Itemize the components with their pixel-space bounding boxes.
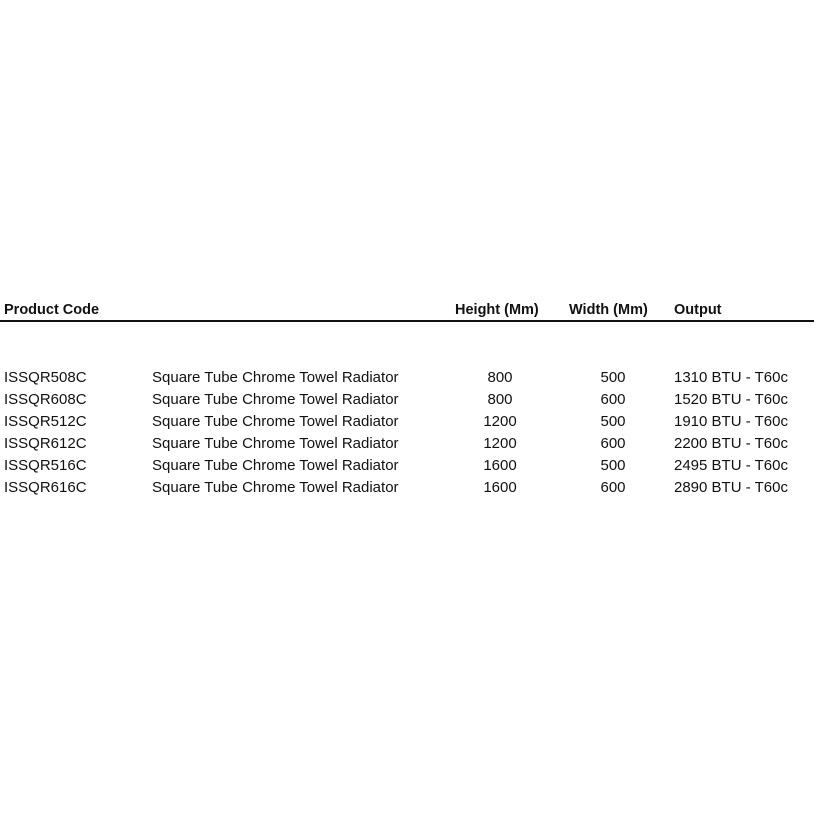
header-output: Output (674, 302, 722, 318)
product-output: 1310 BTU - T60c (674, 369, 788, 386)
table-row (0, 367, 814, 389)
product-code: ISSQR612C (4, 435, 87, 452)
product-output: 2890 BTU - T60c (674, 479, 788, 496)
product-width: 500 (600, 369, 626, 386)
product-code: ISSQR616C (4, 479, 87, 496)
product-code: ISSQR508C (4, 369, 87, 386)
table-row (0, 389, 814, 411)
product-output: 2495 BTU - T60c (674, 457, 788, 474)
product-code: ISSQR512C (4, 413, 87, 430)
product-width: 600 (600, 435, 626, 452)
header-width: Width (Mm) (569, 302, 648, 318)
table-row (0, 411, 814, 433)
table-row (0, 455, 814, 477)
product-code: ISSQR516C (4, 457, 87, 474)
product-output: 1520 BTU - T60c (674, 391, 788, 408)
product-height: 1200 (483, 435, 517, 452)
product-description: Square Tube Chrome Towel Radiator (152, 435, 399, 452)
table-header (0, 300, 814, 322)
product-code: ISSQR608C (4, 391, 87, 408)
product-description: Square Tube Chrome Towel Radiator (152, 479, 399, 496)
product-description: Square Tube Chrome Towel Radiator (152, 457, 399, 474)
product-height: 800 (487, 369, 513, 386)
product-output: 1910 BTU - T60c (674, 413, 788, 430)
product-description: Square Tube Chrome Towel Radiator (152, 391, 399, 408)
table-row (0, 433, 814, 455)
product-height: 1600 (483, 479, 517, 496)
product-description: Square Tube Chrome Towel Radiator (152, 369, 399, 386)
product-output: 2200 BTU - T60c (674, 435, 788, 452)
product-height: 1200 (483, 413, 517, 430)
product-width: 500 (600, 413, 626, 430)
header-height: Height (Mm) (455, 302, 539, 318)
product-width: 500 (600, 457, 626, 474)
product-description: Square Tube Chrome Towel Radiator (152, 413, 399, 430)
table-body (0, 367, 814, 499)
product-width: 600 (600, 391, 626, 408)
table-row (0, 477, 814, 499)
product-height: 800 (487, 391, 513, 408)
product-width: 600 (600, 479, 626, 496)
header-product-code: Product Code (4, 302, 100, 318)
product-height: 1600 (483, 457, 517, 474)
